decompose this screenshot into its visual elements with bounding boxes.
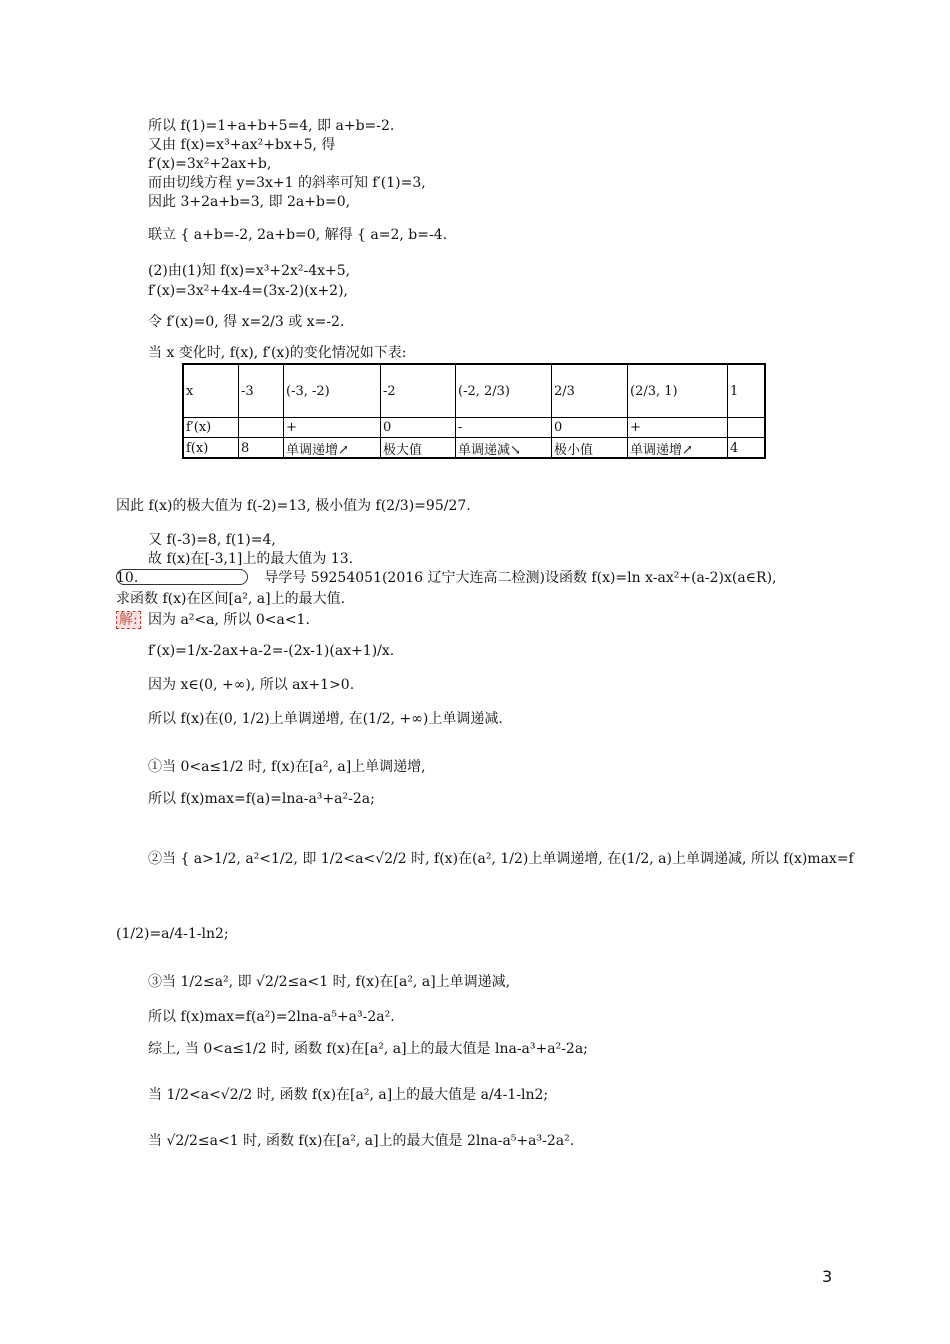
line-24: ③当 1/2≤a², 即 √2/2≤a<1 时, f(x)在[a², a]上单调递减, — [148, 974, 511, 990]
table-row — [184, 438, 764, 459]
table-row — [184, 365, 764, 418]
line-19: 所以 f(x)在(0, 1/2)上单调递增, 在(1/2, +∞)上单调递减. — [148, 711, 503, 727]
table-cell: (2/3, 1) — [628, 365, 728, 417]
table-cell: 2/3 — [552, 365, 628, 417]
page-number: 3 — [822, 1267, 833, 1286]
table-cell: -2 — [381, 365, 456, 417]
line-27: 当 1/2<a<√2/2 时, 函数 f(x)在[a², a]上的最大值是 a/4-1-ln2; — [148, 1087, 549, 1103]
line-8: f′(x)=3x²+4x-4=(3x-2)(x+2), — [148, 283, 349, 299]
table-cell: x — [184, 365, 239, 417]
table-cell: 单调递增↗ — [284, 438, 381, 459]
line-4: 而由切线方程 y=3x+1 的斜率可知 f′(1)=3, — [148, 175, 426, 191]
line-22: ②当 { a>1/2, a²<1/2, 即 1/2<a<√2/2 时, f(x)在(a², 1/2)上单调递增, 在(1/2, a)上单调递减, 所以 f(x)max=f — [148, 851, 854, 867]
table-cell: (-2, 2/3) — [456, 365, 552, 417]
line-15: 求函数 f(x)在区间[a², a]上的最大值. — [116, 591, 346, 607]
variation-table — [182, 363, 766, 459]
table-cell: -3 — [239, 365, 284, 417]
line-13: 故 f(x)在[-3,1]上的最大值为 13. — [148, 551, 354, 567]
table-cell: 8 — [239, 438, 284, 459]
table-cell: 极大值 — [381, 438, 456, 459]
line-6: 联立 { a+b=-2, 2a+b=0, 解得 { a=2, b=-4. — [148, 227, 448, 243]
table-cell: f(x) — [184, 438, 239, 459]
line-12: 又 f(-3)=8, f(1)=4, — [148, 532, 276, 548]
line-9: 令 f′(x)=0, 得 x=2/3 或 x=-2. — [148, 314, 345, 330]
line-5: 因此 3+2a+b=3, 即 2a+b=0, — [148, 194, 351, 210]
line-16: 因为 a²<a, 所以 0<a<1. — [148, 612, 310, 628]
table-row — [184, 418, 764, 438]
table-cell: 0 — [381, 418, 456, 437]
table-cell: 极小值 — [552, 438, 628, 459]
table-cell: 1 — [730, 383, 739, 399]
line-11: 因此 f(x)的极大值为 f(-2)=13, 极小值为 f(2/3)=95/27. — [116, 498, 471, 514]
line-17: f′(x)=1/x-2ax+a-2=-(2x-1)(ax+1)/x. — [148, 643, 395, 659]
line-1: 所以 f(1)=1+a+b+5=4, 即 a+b=-2. — [148, 118, 395, 134]
table-cell: 单调递增↗ — [628, 438, 728, 459]
table-cell: 4 — [730, 441, 739, 456]
table-cell: + — [628, 418, 728, 437]
table-cell: 0 — [552, 418, 628, 437]
line-7: (2)由(1)知 f(x)=x³+2x²-4x+5, — [148, 263, 351, 279]
line-26: 综上, 当 0<a≤1/2 时, 函数 f(x)在[a², a]上的最大值是 lna-a³+a²-2a; — [148, 1041, 588, 1057]
line-28: 当 √2/2≤a<1 时, 函数 f(x)在[a², a]上的最大值是 2lna-a⁵+a³-2a². — [148, 1133, 575, 1149]
line-3: f′(x)=3x²+2ax+b, — [148, 156, 272, 172]
line-18: 因为 x∈(0, +∞), 所以 ax+1>0. — [148, 677, 355, 693]
line-20: ①当 0<a≤1/2 时, f(x)在[a², a]上单调递增, — [148, 759, 426, 775]
line-2: 又由 f(x)=x³+ax²+bx+5, 得 — [148, 137, 336, 153]
table-cell: f′(x) — [184, 418, 239, 437]
table-cell: 单调递减↘ — [456, 438, 552, 459]
line-14: 10. 导学号 59254051(2016 辽宁大连高二检测)设函数 f(x)=ln x-ax²+(a-2)x(a∈R), — [116, 570, 777, 586]
table-cell: (-3, -2) — [284, 365, 381, 417]
table-cell — [239, 418, 284, 437]
table-cell: - — [456, 418, 552, 437]
line-25: 所以 f(x)max=f(a²)=2lna-a⁵+a³-2a². — [148, 1009, 395, 1025]
line-23: (1/2)=a/4-1-ln2; — [116, 926, 229, 942]
table-cell — [728, 418, 764, 437]
solution-label: 解: — [116, 611, 141, 629]
line-10: 当 x 变化时, f(x), f′(x)的变化情况如下表: — [148, 345, 407, 361]
table-cell: + — [284, 418, 381, 437]
line-21: 所以 f(x)max=f(a)=lna-a³+a²-2a; — [148, 791, 375, 807]
